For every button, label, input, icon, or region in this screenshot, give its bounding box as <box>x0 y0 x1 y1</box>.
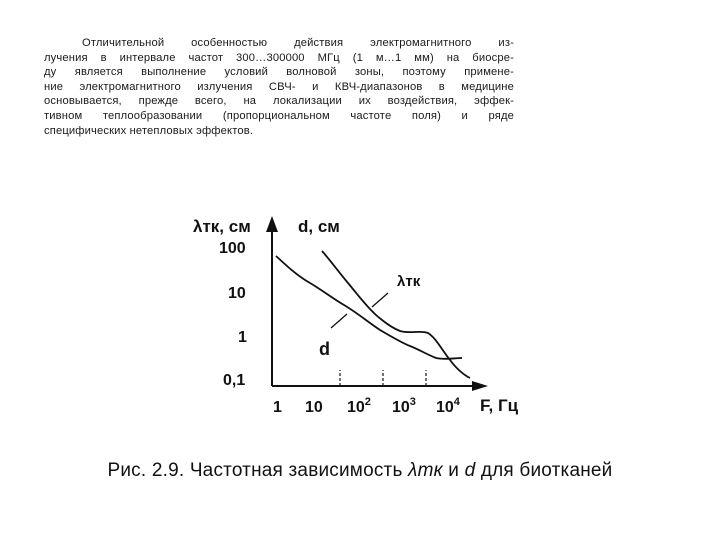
y-axis-label-lambda: λтк, см <box>193 217 251 236</box>
y-tick-label: 10 <box>228 285 246 302</box>
x-axis-arrow <box>472 381 488 391</box>
y-tick-label: 100 <box>219 240 246 257</box>
y-axis-arrow <box>266 216 278 232</box>
caption-mid: и <box>442 460 465 481</box>
caption-suffix: для биотканей <box>475 460 613 481</box>
caption-symbol-lambda: λтк <box>408 460 443 481</box>
d-curve-label: d <box>319 339 330 359</box>
paragraph-line: основывается, прежде всего, на локализации их воздействия, эффек- <box>44 95 514 108</box>
x-tick-label: 1 <box>273 399 282 416</box>
paragraph-line: ние электромагнитного излучения СВЧ- и КВЧ-диапазонов в медицине <box>44 80 514 93</box>
lambda-leader-line <box>372 293 388 307</box>
y-tick-label: 0,1 <box>223 372 246 389</box>
y-tick-label: 1 <box>238 329 247 346</box>
figure-caption <box>0 460 720 482</box>
d-leader-line <box>331 314 347 328</box>
lambda-curve-label: λтк <box>397 273 421 290</box>
x-tick-label: $10^2$ <box>347 396 371 416</box>
paragraph-line: лучения в интервале частот 300…300000 МГц (1 м…1 мм) на биосре- <box>44 51 514 64</box>
paragraph-line: тивном теплообразовании (пропорциональном частоте поля) и ряде <box>44 109 514 122</box>
x-tick-label: $10^4$ <box>436 396 460 416</box>
caption-symbol-d: d <box>464 460 476 481</box>
paragraph-line: специфических нетепловых эффектов. <box>44 124 254 137</box>
x-tick-label: $10^3$ <box>392 396 416 416</box>
x-axis-label: F, Гц <box>480 396 519 415</box>
y-axis-label-d: d, см <box>298 217 340 236</box>
caption-prefix: Рис. 2.9. Частотная зависимость <box>107 460 409 481</box>
x-tick-label: 10 <box>305 399 323 416</box>
paragraph-line: ду является выполнение условий волновой зоны, поэтому примене- <box>44 66 514 79</box>
paragraph-line: Отличительной особенностью действия электромагнитного из- <box>82 37 514 49</box>
